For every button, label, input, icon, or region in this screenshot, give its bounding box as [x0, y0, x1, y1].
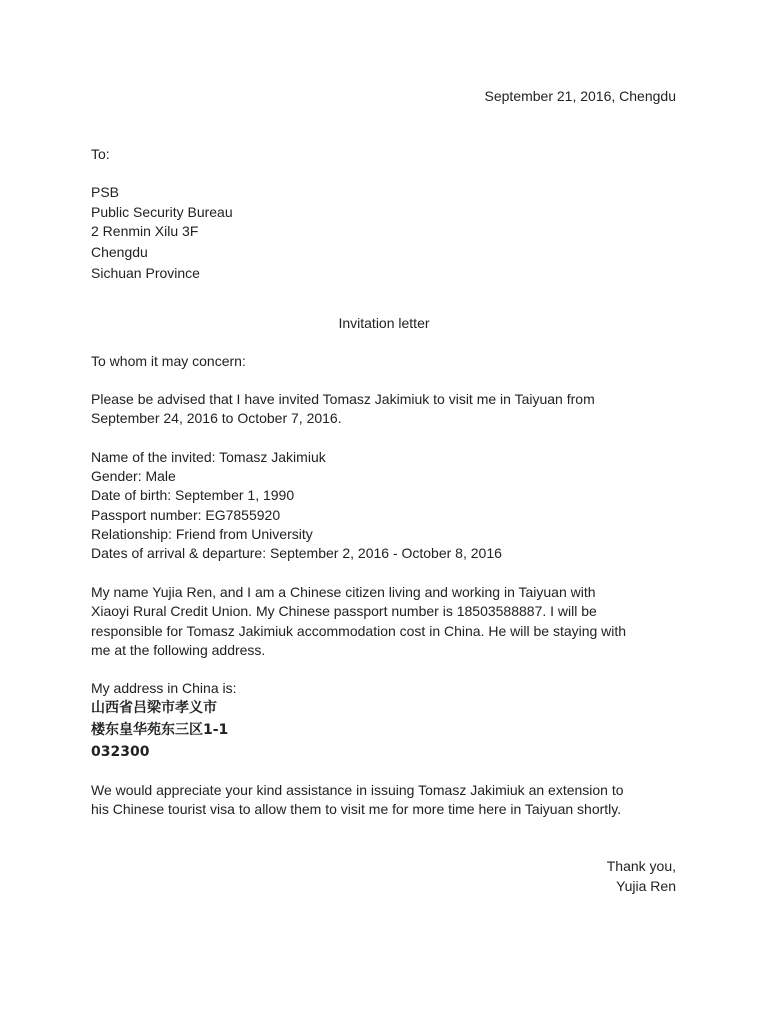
- recipient-line: Chengdu: [91, 244, 148, 260]
- host-paragraph-line: me at the following address.: [91, 642, 266, 658]
- address-line: 山西省吕梁市孝义市: [91, 700, 217, 716]
- closing: Thank you,: [606, 858, 676, 874]
- intro-paragraph-line: September 24, 2016 to October 7, 2016.: [91, 410, 342, 426]
- address-postcode: 032300: [91, 744, 150, 760]
- recipient-line: Public Security Bureau: [91, 204, 233, 220]
- request-paragraph-line: his Chinese tourist visa to allow them to visit me for more time here in Taiyuan shortly.: [91, 801, 622, 817]
- salutation: To whom it may concern:: [91, 353, 246, 369]
- signature-name: Yujia Ren: [616, 878, 676, 894]
- address-line: 楼东皇华苑东三区1-1: [91, 722, 229, 738]
- host-paragraph-line: My name Yujia Ren, and I am a Chinese citizen living and working in Taiyuan with: [91, 584, 596, 600]
- recipient-line: 2 Renmin Xilu 3F: [91, 223, 199, 239]
- host-paragraph-line: Xiaoyi Rural Credit Union. My Chinese passport number is 18503588887. I will be: [91, 603, 597, 619]
- address-heading: My address in China is:: [91, 680, 237, 696]
- detail-name: Name of the invited: Tomasz Jakimiuk: [91, 449, 326, 465]
- recipient-heading: To:: [91, 146, 110, 162]
- detail-birth: Date of birth: September 1, 1990: [91, 487, 295, 503]
- letter-date: September 21, 2016, Chengdu: [484, 88, 676, 104]
- recipient-line: PSB: [91, 184, 120, 200]
- intro-paragraph-line: Please be advised that I have invited Tomasz Jakimiuk to visit me in Taiyuan from: [91, 391, 595, 407]
- detail-dates: Dates of arrival & departure: September 2, 2016 - October 8, 2016: [91, 545, 502, 561]
- detail-relationship: Relationship: Friend from University: [91, 526, 313, 542]
- host-paragraph-line: responsible for Tomasz Jakimiuk accommodation cost in China. He will be staying with: [91, 623, 627, 639]
- request-paragraph-line: We would appreciate your kind assistance in issuing Tomasz Jakimiuk an extension to: [91, 782, 624, 798]
- recipient-line: Sichuan Province: [91, 265, 200, 281]
- detail-gender: Gender: Male: [91, 468, 176, 484]
- letter-title: Invitation letter: [338, 315, 430, 331]
- detail-passport: Passport number: EG7855920: [91, 507, 281, 523]
